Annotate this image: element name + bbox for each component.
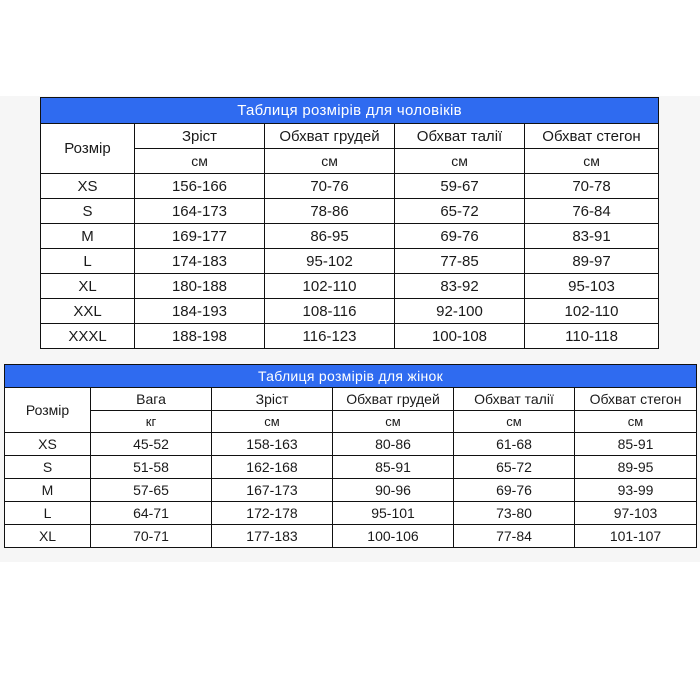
women-size-cell: XL	[5, 525, 91, 548]
men-value-cell: 77-85	[395, 249, 525, 274]
men-size-cell: L	[41, 249, 135, 274]
men-size-header: Розмір	[41, 124, 135, 174]
women-value-cell: 172-178	[212, 502, 333, 525]
men-value-cell: 95-102	[265, 249, 395, 274]
women-value-cell: 77-84	[454, 525, 575, 548]
women-table-row	[5, 479, 697, 502]
men-value-cell: 76-84	[525, 199, 659, 224]
men-value-cell: 89-97	[525, 249, 659, 274]
men-value-cell: 86-95	[265, 224, 395, 249]
women-table-row	[5, 456, 697, 479]
women-size-cell: XS	[5, 433, 91, 456]
men-value-cell: 59-67	[395, 174, 525, 199]
women-value-cell: 90-96	[333, 479, 454, 502]
men-size-cell: S	[41, 199, 135, 224]
men-col-header: Обхват грудей	[265, 124, 395, 149]
men-col-header: Обхват талії	[395, 124, 525, 149]
women-value-cell: 51-58	[91, 456, 212, 479]
women-value-cell: 64-71	[91, 502, 212, 525]
women-unit-cell: см	[333, 411, 454, 433]
men-value-cell: 110-118	[525, 324, 659, 349]
men-col-header: Обхват стегон	[525, 124, 659, 149]
women-col-header: Обхват стегон	[575, 388, 697, 411]
men-unit-cell: см	[135, 149, 265, 174]
women-value-cell: 93-99	[575, 479, 697, 502]
women-value-cell: 61-68	[454, 433, 575, 456]
men-value-cell: 70-76	[265, 174, 395, 199]
women-value-cell: 73-80	[454, 502, 575, 525]
men-size-cell: M	[41, 224, 135, 249]
women-size-header: Розмір	[5, 388, 91, 433]
women-value-cell: 97-103	[575, 502, 697, 525]
women-col-header: Обхват талії	[454, 388, 575, 411]
women-col-header: Обхват грудей	[333, 388, 454, 411]
women-size-cell: L	[5, 502, 91, 525]
men-value-cell: 174-183	[135, 249, 265, 274]
women-value-cell: 69-76	[454, 479, 575, 502]
men-value-cell: 100-108	[395, 324, 525, 349]
women-value-cell: 89-95	[575, 456, 697, 479]
men-value-cell: 102-110	[265, 274, 395, 299]
women-value-cell: 80-86	[333, 433, 454, 456]
men-table-row	[41, 324, 659, 349]
women-unit-cell: кг	[91, 411, 212, 433]
men-table-row	[41, 224, 659, 249]
men-value-cell: 169-177	[135, 224, 265, 249]
men-value-cell: 83-91	[525, 224, 659, 249]
men-value-cell: 69-76	[395, 224, 525, 249]
men-col-header: Зріст	[135, 124, 265, 149]
women-table-title: Таблиця розмірів для жінок	[5, 365, 697, 388]
men-value-cell: 78-86	[265, 199, 395, 224]
women-value-cell: 158-163	[212, 433, 333, 456]
women-size-cell: S	[5, 456, 91, 479]
men-value-cell: 188-198	[135, 324, 265, 349]
men-value-cell: 70-78	[525, 174, 659, 199]
men-size-cell: XL	[41, 274, 135, 299]
men-value-cell: 92-100	[395, 299, 525, 324]
men-table-row	[41, 274, 659, 299]
men-size-cell: XXXL	[41, 324, 135, 349]
women-value-cell: 57-65	[91, 479, 212, 502]
men-value-cell: 83-92	[395, 274, 525, 299]
men-value-cell: 184-193	[135, 299, 265, 324]
men-value-cell: 95-103	[525, 274, 659, 299]
men-value-cell: 156-166	[135, 174, 265, 199]
men-size-cell: XS	[41, 174, 135, 199]
men-table-row	[41, 249, 659, 274]
women-table-row	[5, 525, 697, 548]
men-unit-cell: см	[265, 149, 395, 174]
men-value-cell: 164-173	[135, 199, 265, 224]
men-size-cell: XXL	[41, 299, 135, 324]
men-unit-cell: см	[525, 149, 659, 174]
women-value-cell: 167-173	[212, 479, 333, 502]
women-value-cell: 65-72	[454, 456, 575, 479]
women-table-row	[5, 433, 697, 456]
men-size-table	[40, 97, 659, 349]
men-table-row	[41, 174, 659, 199]
women-value-cell: 85-91	[575, 433, 697, 456]
men-table-row	[41, 299, 659, 324]
women-unit-cell: см	[454, 411, 575, 433]
men-value-cell: 116-123	[265, 324, 395, 349]
men-table-title: Таблиця розмірів для чоловіків	[41, 98, 659, 124]
women-value-cell: 85-91	[333, 456, 454, 479]
women-col-header: Зріст	[212, 388, 333, 411]
women-value-cell: 100-106	[333, 525, 454, 548]
women-col-header: Вага	[91, 388, 212, 411]
women-value-cell: 95-101	[333, 502, 454, 525]
men-value-cell: 180-188	[135, 274, 265, 299]
women-value-cell: 101-107	[575, 525, 697, 548]
women-value-cell: 162-168	[212, 456, 333, 479]
men-value-cell: 102-110	[525, 299, 659, 324]
women-value-cell: 177-183	[212, 525, 333, 548]
men-value-cell: 108-116	[265, 299, 395, 324]
women-unit-cell: см	[212, 411, 333, 433]
women-value-cell: 70-71	[91, 525, 212, 548]
women-size-table	[4, 364, 697, 548]
men-value-cell: 65-72	[395, 199, 525, 224]
women-unit-cell: см	[575, 411, 697, 433]
women-size-cell: M	[5, 479, 91, 502]
men-table-row	[41, 199, 659, 224]
men-unit-cell: см	[395, 149, 525, 174]
women-table-row	[5, 502, 697, 525]
women-value-cell: 45-52	[91, 433, 212, 456]
